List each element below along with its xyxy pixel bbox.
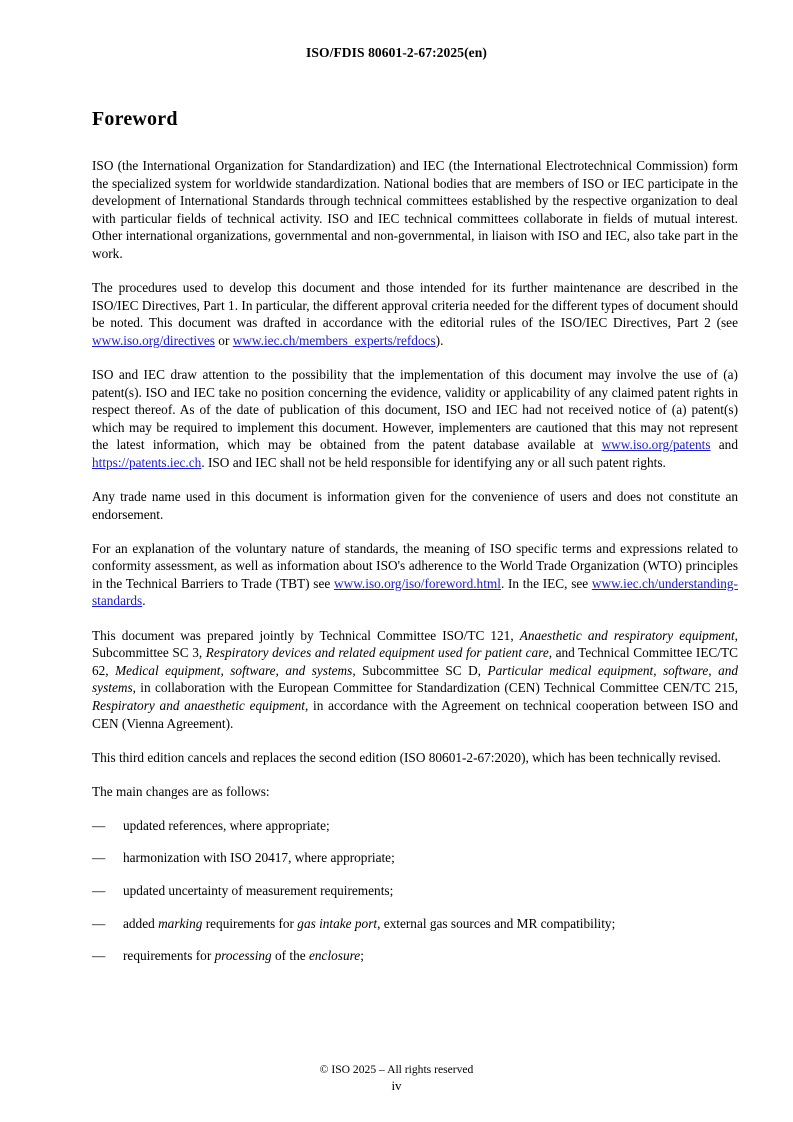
em-dash-bullet-icon: —: [92, 915, 106, 931]
em-dash-bullet-icon: —: [92, 883, 106, 898]
term-gas-intake-port: gas intake port: [297, 915, 378, 931]
committees-text-c: , and Technical Committee IEC/TC 62,: [92, 645, 738, 678]
list-item-text: added: [123, 915, 159, 931]
list-item: [92, 817, 738, 835]
committees-text-a: This document was prepared jointly by Technical Committee ISO/TC 121,: [92, 627, 520, 643]
page-number: iv: [391, 1078, 402, 1093]
page-content: [92, 108, 738, 980]
paragraph-patents-text-b: and: [710, 437, 738, 453]
link-iso-patents[interactable]: www.iso.org/patents: [601, 437, 711, 453]
paragraph-committees: [92, 627, 738, 733]
paragraph-edition-replacement: This third edition cancels and replaces the second edition (ISO 80601-2-67:2020), which has been technically revised.: [92, 749, 721, 765]
link-iec-patents[interactable]: https://patents.iec.ch: [92, 454, 202, 470]
em-dash-bullet-icon: —: [92, 948, 106, 964]
link-iec-understanding-standards[interactable]: www.iec.ch/understanding-standards: [92, 575, 738, 609]
list-item-text: updated uncertainty of measurement requirements;: [123, 883, 394, 898]
paragraph-patents-text-c: . ISO and IEC shall not be held responsible for identifying any or all such patent rights.: [201, 454, 666, 470]
term-marking: marking: [158, 915, 203, 931]
em-dash-bullet-icon: —: [92, 817, 106, 833]
list-item: [92, 849, 738, 867]
paragraph-voluntary-text-c: .: [142, 593, 146, 609]
paragraph-patents: [92, 366, 738, 472]
list-item: [92, 882, 738, 900]
paragraph-procedures-text-a: The procedures used to develop this document and those intended for its further maintenance are described in the ISO/IEC Directives, Part 1. In particular, the different approval criteria needed for the different types of document should be noted. This document was drafted in accordance with the editorial rules of the ISO/IEC Directives, Part 2 (see: [92, 280, 738, 331]
paragraph-trade-name: Any trade name used in this document is information given for the convenience of users and does not constitute an endorsement.: [92, 489, 738, 522]
paragraph-voluntary-nature: [92, 540, 738, 610]
committee-title-tc62: Medical equipment, software, and systems: [115, 662, 353, 678]
list-item-text: ;: [360, 948, 364, 964]
term-processing: processing: [214, 948, 272, 964]
term-enclosure: enclosure: [309, 948, 361, 964]
committee-title-tc121: Anaesthetic and respiratory equipment: [519, 627, 735, 643]
list-item: [92, 947, 738, 965]
list-item-text: harmonization with ISO 20417, where appropriate;: [123, 850, 395, 866]
list-item-text: requirements for: [123, 948, 215, 964]
list-item-text: , external gas sources and MR compatibility;: [377, 915, 616, 931]
link-iso-foreword[interactable]: www.iso.org/iso/foreword.html: [333, 575, 501, 591]
paragraph-patents-text-a: ISO and IEC draw attention to the possibility that the implementation of this document may involve the use of (a) patent(s). ISO and IEC take no position concerning the evidence, validity or applicability of any claimed patent rights in respect thereof. As of the date of publication of this document, ISO and IEC had not received notice of (a) patent(s) which may be required to implement this document. However, implementers are cautioned that this may not represent the latest information, which may be obtained from the patent database available at: [92, 366, 738, 453]
running-head: ISO/FDIS 80601-2-67:2025(en): [306, 45, 487, 60]
paragraph-scope-of-iso-iec: ISO (the International Organization for Standardization) and IEC (the International Electrotechnical Commission) form the specialized system for worldwide standardization. National bodies that are members of ISO or IEC participate in the development of International Standards through technical committees established by the respective organization to deal with particular fields of technical activity. ISO and IEC technical committees collaborate in fields of mutual interest. Other international organizations, governmental and non-governmental, in liaison with ISO and IEC, also take part in the work.: [92, 158, 738, 261]
paragraph-main-changes-intro: The main changes are as follows:: [92, 783, 270, 799]
committees-text-d: , Subcommittee SC D,: [352, 662, 488, 678]
list-item-text: updated references, where appropriate;: [123, 817, 330, 833]
paragraph-procedures-text-c: ).: [435, 332, 444, 348]
paragraph-voluntary-text-a: For an explanation of the voluntary nature of standards, the meaning of ISO specific terms and expressions related to conformity assessment, as well as information about ISO's adherence to the World Trade Organization (WTO) principles in the Technical Barriers to Trade (TBT) see: [92, 540, 738, 591]
list-item-text: requirements for: [202, 915, 298, 931]
link-iso-directives[interactable]: www.iso.org/directives: [92, 332, 215, 348]
page-title: Foreword: [92, 108, 178, 130]
paragraph-procedures-text-b: or: [214, 332, 233, 348]
link-iec-refdocs[interactable]: www.iec.ch/members_experts/refdocs: [232, 332, 436, 348]
committee-title-sc3: Respiratory devices and related equipment used for patient care: [205, 645, 549, 661]
committee-title-scd: Particular medical equipment, software, and systems: [92, 662, 739, 696]
list-item-text: of the: [271, 948, 309, 964]
list-item: [92, 915, 738, 933]
paragraph-voluntary-text-b: . In the IEC, see: [500, 575, 592, 591]
committees-text-e: , in collaboration with the European Committee for Standardization (CEN) Technical Committee CEN/TC 215,: [132, 680, 738, 696]
paragraph-procedures: [92, 279, 738, 349]
committees-text-b: , Subcommittee SC 3,: [92, 627, 738, 661]
page-footer: [0, 1062, 793, 1094]
main-changes-list: [92, 817, 738, 965]
em-dash-bullet-icon: —: [92, 850, 106, 866]
copyright-notice: © ISO 2025 – All rights reserved: [319, 1063, 474, 1076]
committees-text-f: , in accordance with the Agreement on technical cooperation between ISO and CEN (Vienna Agreement).: [92, 697, 738, 731]
committee-title-cen-tc215: Respiratory and anaesthetic equipment: [92, 697, 305, 713]
